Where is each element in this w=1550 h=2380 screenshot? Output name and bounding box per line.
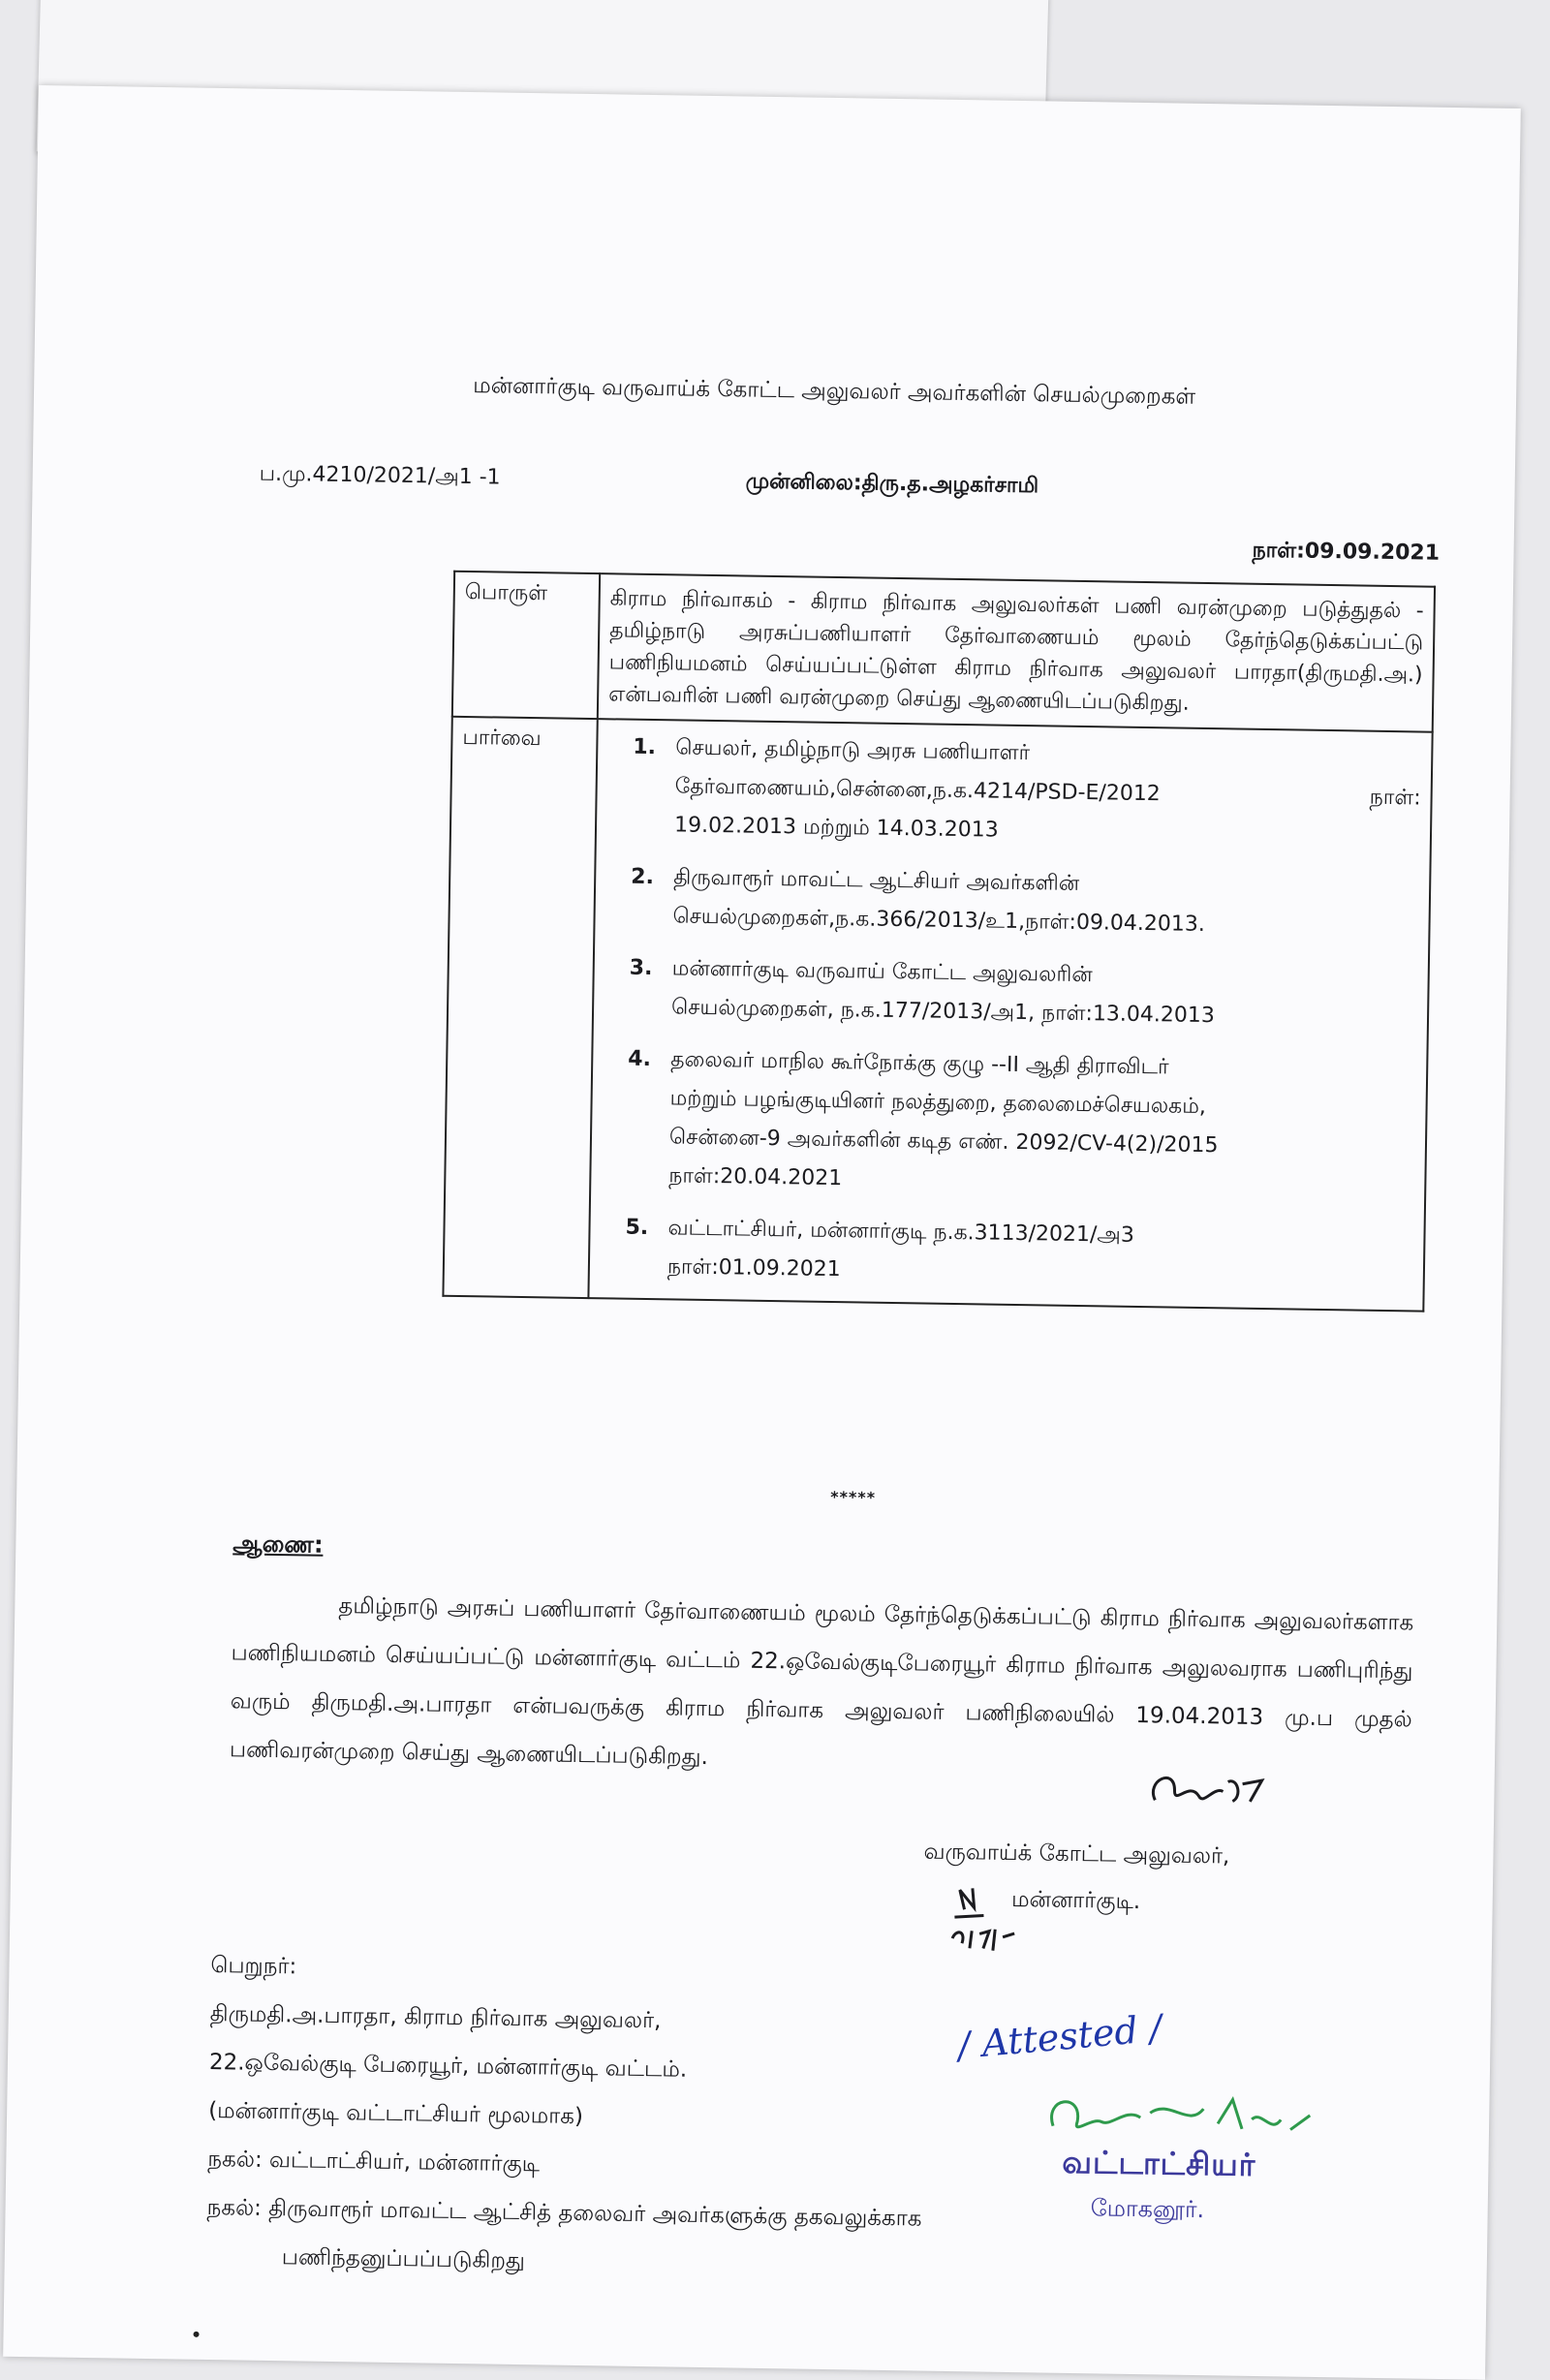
reference-line: மன்னார்குடி வருவாய் கோட்ட அலுவலரின் <box>671 956 1093 988</box>
copy-line: நகல்: வட்டாட்சியர், மன்னார்குடி <box>207 2147 541 2178</box>
copy-line <box>205 2183 921 2292</box>
reference-number: 4. <box>628 1046 652 1072</box>
subject-label: பொருள் <box>452 572 600 719</box>
recipient-line: 22.ஒவேல்குடி பேரையூர், மன்னார்குடி வட்டம். <box>208 2050 688 2083</box>
reference-line: செயலர், தமிழ்நாடு அரசு பணியாளர் <box>675 735 1031 766</box>
recipient-heading: பெறுநர்: <box>210 1953 297 1980</box>
reference-line: நாள்:20.04.2021 <box>668 1163 843 1191</box>
reference-line: சென்னை-9 அவர்களின் கடித எண். 2092/CV-4(2)/2015 <box>668 1125 1219 1159</box>
subject-table <box>442 571 1436 1313</box>
stamp-title: வட்டாட்சியர் <box>1062 2143 1256 2183</box>
reference-text: தேர்வாணையம்,சென்னை,ந.க.4214/PSD-E/2012 <box>674 774 1161 807</box>
subject-row <box>452 572 1435 732</box>
order-heading: ஆணை: <box>232 1530 324 1559</box>
reference-item <box>631 858 1419 947</box>
reference-number: 1. <box>633 734 657 760</box>
reference-line: தலைவர் மாநில கூர்நோக்கு குழு --II ஆதி திராவிடர் <box>670 1047 1169 1080</box>
reference-line: திருவாரூர் மாவட்ட ஆட்சியர் அவர்களின் <box>673 865 1080 896</box>
recipient-line: திருமதி.அ.பாரதா, கிராம நிர்வாக அலுவலர், <box>209 2001 662 2034</box>
subject-text: கிராம நிர்வாகம் - கிராம நிர்வாக அலுவலர்கள் பணி வரன்முறை படுத்துதல் - தமிழ்நாடு அரசுப்பணியாளர் தேர்வாணையம் மூலம் தேர்ந்தெடுக்கப்பட்டு பணிநியமனம் செய்யப்பட்டுள்ள கிராம நிர்வாக அலுவலர் பாரதா(திருமதி.அ.) என்பவரின் பணி வரன்முறை செய்து ஆணையிடப்படுகிறது. <box>607 586 1424 716</box>
reference-line: மற்றும் பழங்குடியினர் நலத்துறை, தலைமைச்செயலகம், <box>669 1086 1207 1120</box>
reference-item <box>633 728 1422 856</box>
reference-line: செயல்முறைகள்,ந.க.366/2013/உ1,நாள்:09.04.2013. <box>672 904 1206 938</box>
copy-text-continued: பணிந்தனுப்பப்படுகிறது <box>281 2244 526 2274</box>
reference-line: செயல்முறைகள், ந.க.177/2013/அ1, நாள்:13.04.2013 <box>670 995 1216 1029</box>
recipient-block <box>205 1941 925 2292</box>
reference-line: 19.02.2013 மற்றும் 14.03.2013 <box>673 813 999 843</box>
section-separator: ***** <box>830 1488 877 1507</box>
document-title: மன்னார்குடி வருவாய்க் கோட்ட அலுவலர் அவர்களின் செயல்முறைகள் <box>472 373 1196 410</box>
references-label: பார்வை <box>443 717 597 1298</box>
document-page <box>3 85 1521 2380</box>
reference-item <box>625 1209 1414 1298</box>
reference-line: வட்டாட்சியர், மன்னார்குடி ந.க.3113/2021/அ3 <box>667 1216 1135 1248</box>
signatory-place: மன்னார்குடி. <box>1010 1887 1141 1915</box>
subject-cell <box>598 573 1435 732</box>
references-list <box>600 727 1422 1298</box>
references-row <box>443 717 1432 1312</box>
reference-number: 2. <box>631 864 655 890</box>
presence-line: முன்னிலை:திரு.த.அழகர்சாமி <box>745 469 1039 499</box>
reference-number: 3. <box>629 955 653 981</box>
reference-number: 5. <box>625 1215 649 1241</box>
reference-line: நாள்:01.09.2021 <box>666 1254 841 1283</box>
references-cell <box>588 719 1432 1311</box>
order-body: தமிழ்நாடு அரசுப் பணியாளர் தேர்வாணையம் மூலம் தேர்ந்தெடுக்கப்பட்டு கிராம நிர்வாக அலுவலர்களாக பணிநியமனம் செய்யப்பட்டு மன்னார்குடி வட்டம் 22.ஒவேல்குடிபேரையூர் கிராம நிர்வாக அலுலவராக பணிபுரிந்து வரும் திருமதி.அ.பாரதா என்பவருக்கு கிராம நிர்வாக அலுவலர் பணிநிலையில் 19.04.2013 மு.ப முதல் பணிவரன்முறை செய்து ஆணையிடப்படுகிறது. <box>229 1593 1414 1771</box>
copy-text: நகல்: திருவாரூர் மாவட்ட ஆட்சித் தலைவர் அவர்களுக்கு தகவலுக்காக <box>206 2194 922 2232</box>
reference-item <box>629 949 1418 1038</box>
attested-note: / Attested / <box>955 2006 1164 2068</box>
file-number: ப.மு.4210/2021/அ1 -1 <box>259 461 501 490</box>
bullet-mark <box>194 2332 200 2337</box>
stamp-place: மோகனூர். <box>1090 2194 1205 2224</box>
document-date: நாள்:09.09.2021 <box>1252 538 1441 566</box>
recipient-line: (மன்னார்குடி வட்டாட்சியர் மூலமாக) <box>207 2098 584 2130</box>
initials-signature <box>945 1880 1042 1960</box>
officer-signature <box>1145 1761 1272 1821</box>
reference-date-label: நாள்: <box>1369 785 1421 811</box>
reference-item <box>628 1040 1416 1207</box>
signatory-designation: வருவாய்க் கோட்ட அலுவலர், <box>923 1839 1230 1870</box>
